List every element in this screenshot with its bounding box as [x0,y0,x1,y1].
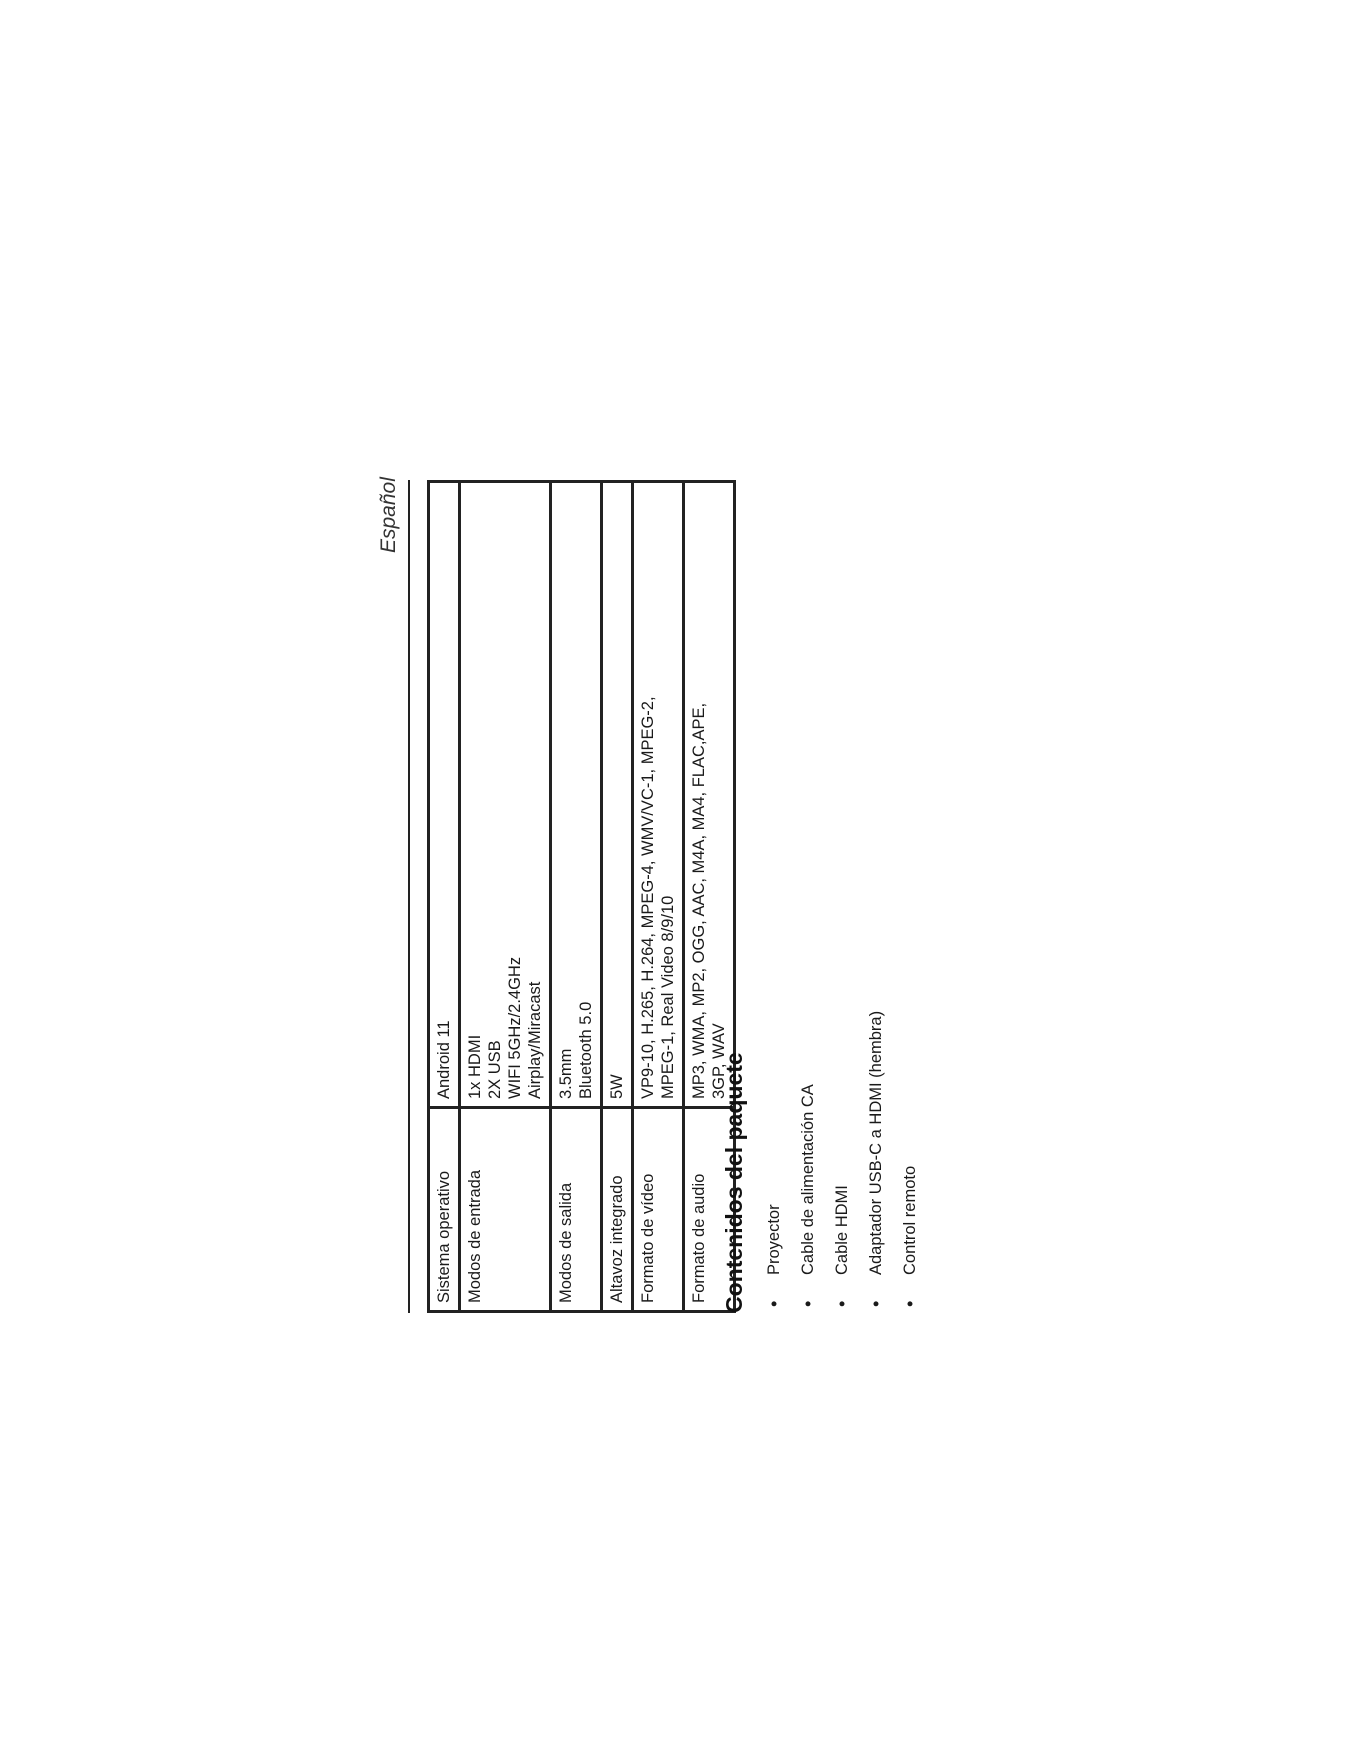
spec-value-line: WIFI 5GHz/2.4GHz [506,956,524,1099]
language-header: Español [377,477,400,553]
list-item-label: Cable HDMI [833,1185,851,1275]
rotated-page [372,470,962,1313]
list-item [791,1011,825,1313]
spec-value [602,482,633,1108]
list-item-label: Adaptador USB-C a HDMI (hembra) [867,1010,885,1275]
spec-value-line: 5W [608,1074,626,1099]
table-row [429,482,460,1312]
table-row [602,482,633,1312]
package-contents-list [757,1011,927,1313]
spec-label: Modos de entrada [460,1108,551,1312]
list-item-label: Control remoto [901,1165,919,1275]
spec-value-line: Airplay/Miracast [526,981,544,1099]
list-item [893,1011,927,1313]
spec-value-line: 2X USB [486,1040,504,1099]
list-item-label: Proyector [765,1204,783,1275]
spec-value-line: MPEG-1, Real Video 8/9/10 [659,895,677,1099]
spec-value-line: MP3, WMA, MP2, OGG, AAC, M4A, MA4, FLAC,APE, [690,702,708,1099]
list-item [859,1011,893,1313]
spec-value [460,482,551,1108]
spec-value-line: 3.5mm [557,1048,575,1099]
spec-label: Formato de vídeo [633,1108,684,1312]
bullet-icon: • [798,1300,818,1307]
spec-label: Modos de salida [551,1108,602,1312]
table-row [633,482,684,1312]
bullet-icon: • [764,1300,784,1307]
spec-label: Formato de audio [684,1108,735,1312]
list-item [825,1011,859,1313]
list-item [757,1011,791,1313]
spec-value-line: Android 11 [435,1020,453,1099]
spec-value [429,482,460,1108]
package-contents-title: Contenidos del paquete [721,1052,747,1313]
bullet-icon: • [900,1300,920,1307]
spec-value-line: VP9-10, H.265, H.264, MPEG-4, WMV/VC-1, MPEG-2, [639,696,657,1099]
spec-value [551,482,602,1108]
bullet-icon: • [832,1300,852,1307]
spec-value [633,482,684,1108]
spec-value [684,482,735,1108]
spec-value-line: 3GP, WAV [710,1023,728,1099]
spec-label: Sistema operativo [429,1108,460,1312]
spec-value-line: 1x HDMI [466,1034,484,1099]
specifications-table [427,480,736,1313]
spec-value-line: Bluetooth 5.0 [577,1001,595,1099]
table-row [460,482,551,1312]
list-item-label: Cable de alimentación CA [799,1084,817,1275]
bullet-icon: • [866,1300,886,1307]
header-divider [408,480,410,1313]
table-row [551,482,602,1312]
spec-label: Altavoz integrado [602,1108,633,1312]
